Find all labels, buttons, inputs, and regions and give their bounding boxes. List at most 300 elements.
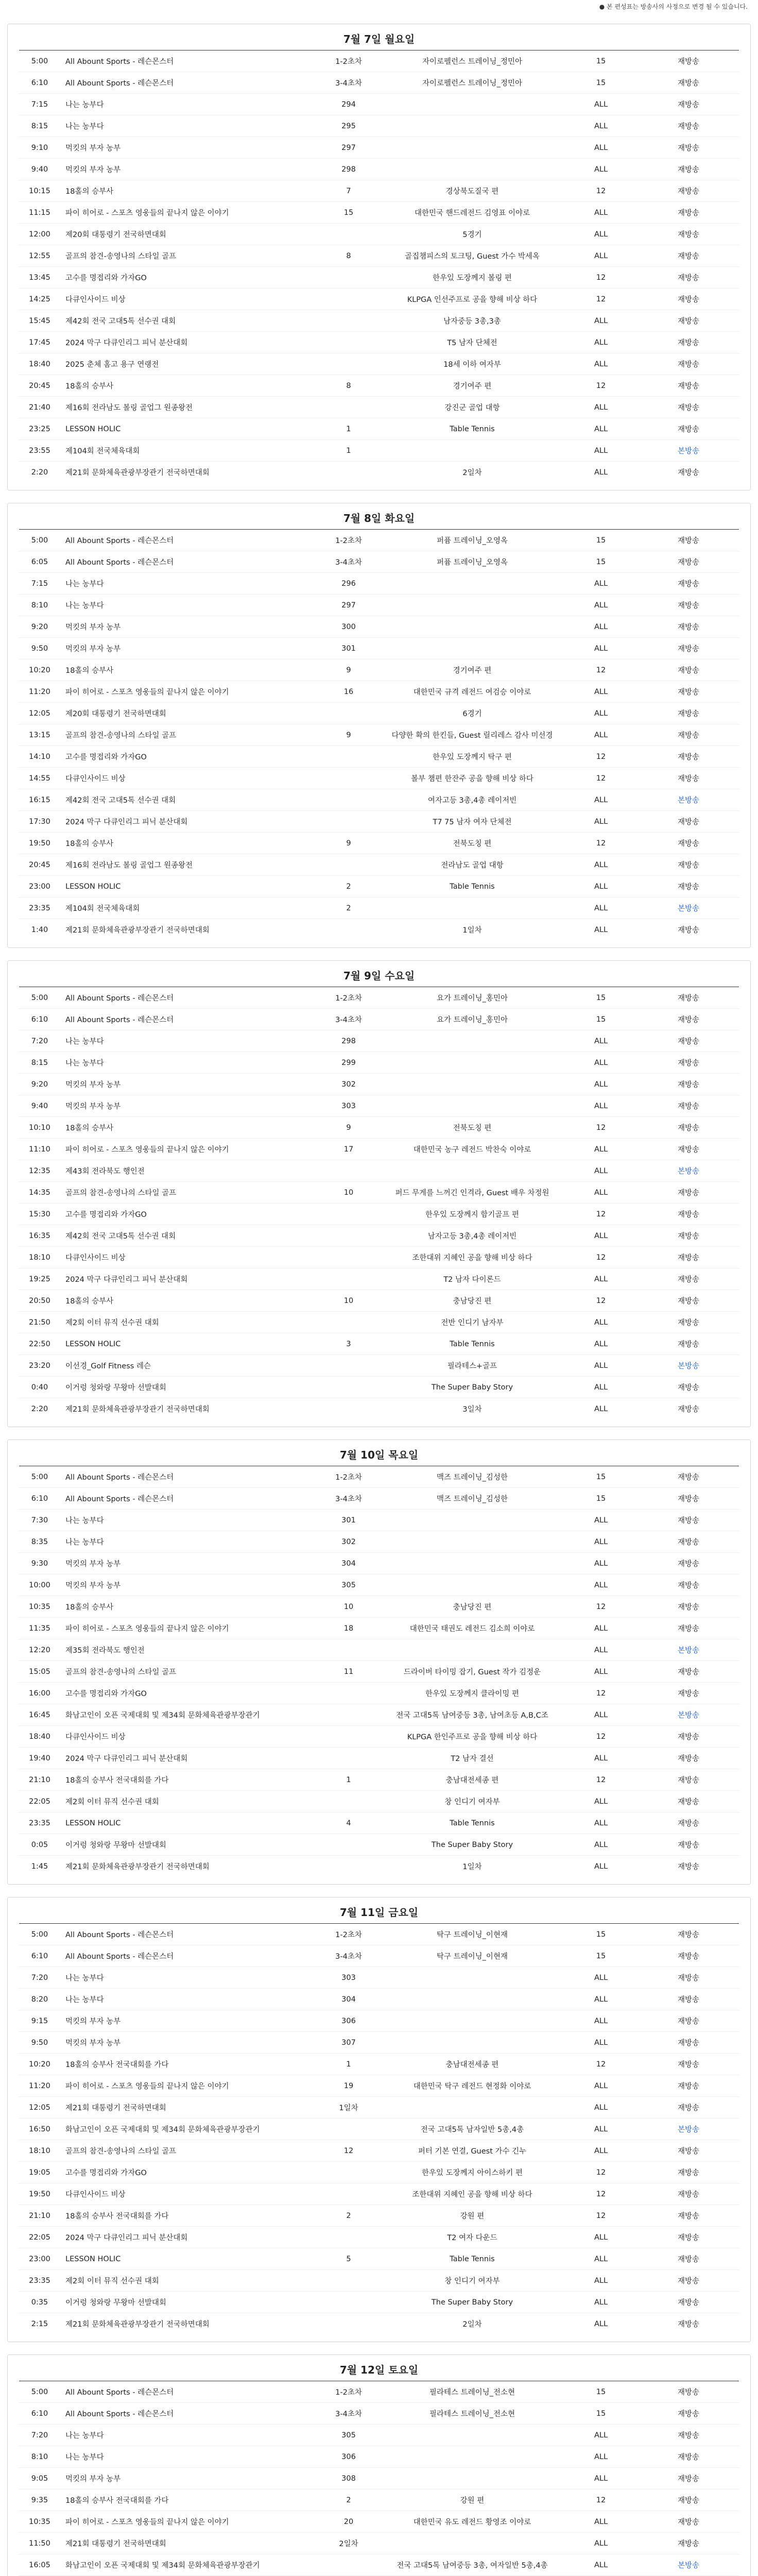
schedule-row — [19, 2381, 739, 2403]
program-rating: ALL — [594, 925, 608, 934]
program-subtitle: 경상북도질국 편 — [445, 188, 499, 196]
program-time: 7:20 — [31, 2431, 48, 2439]
schedule-row — [19, 789, 739, 811]
program-rating: ALL — [594, 2125, 608, 2133]
program-time: 21:50 — [29, 1318, 50, 1327]
program-subtitle: 대한민국 탁구 레전드 현정화 이야로 — [413, 2082, 531, 2091]
program-title: 18홀의 승부사 — [65, 840, 114, 848]
program-subtitle: 탁구 트레이닝_이현재 — [437, 1953, 508, 1961]
program-subtitle: 자이로펠런스 트레이닝_정민아 — [422, 79, 522, 88]
program-rating: ALL — [594, 1166, 608, 1175]
program-rating: ALL — [594, 1145, 608, 1154]
program-status: 재방송 — [677, 2475, 700, 2483]
program-title: LESSON HOLIC — [65, 425, 121, 433]
program-episode: 3-4초차 — [335, 1016, 362, 1024]
program-title: LESSON HOLIC — [65, 2255, 121, 2263]
program-status: 재방송 — [677, 753, 700, 761]
program-time: 23:25 — [29, 425, 50, 433]
program-time: 12:05 — [29, 2103, 50, 2112]
program-subtitle: 맥즈 트레이닝_김성한 — [437, 1473, 508, 1482]
program-subtitle: 18세 이하 여자부 — [443, 361, 501, 369]
program-rating: 12 — [596, 1602, 606, 1611]
program-title: 제42회 전국 고대5톡 선수권 대회 — [65, 796, 176, 805]
schedule-row — [19, 202, 739, 224]
program-rating: 15 — [596, 1472, 606, 1481]
schedule-row — [19, 746, 739, 768]
program-title: 나는 농부다 — [65, 1996, 104, 2004]
program-status: 재방송 — [677, 101, 700, 109]
program-episode: 297 — [341, 601, 356, 609]
program-status: 재방송 — [677, 645, 700, 653]
program-status: 재방송 — [677, 775, 700, 783]
program-rating: ALL — [594, 2038, 608, 2047]
program-status: 재방송 — [677, 1733, 700, 1741]
program-episode: 3-4초차 — [335, 1495, 362, 1503]
program-time: 23:35 — [29, 904, 50, 912]
program-subtitle: 전국 고대5톡 남여중등 3총, 여자일반 5총,4총 — [397, 2562, 548, 2570]
program-rating: ALL — [594, 1101, 608, 1110]
program-rating: ALL — [594, 208, 608, 217]
program-title: 골프의 참견-송영나의 스타일 골프 — [65, 1668, 177, 1676]
program-rating: ALL — [594, 1361, 608, 1370]
program-title: 18홀의 승부사 — [65, 1297, 114, 1306]
program-episode: 1일차 — [339, 2104, 358, 2112]
program-subtitle: 2일차 — [462, 469, 482, 477]
program-time: 6:10 — [31, 1952, 48, 1960]
program-rating: 12 — [596, 295, 606, 303]
program-status: 재방송 — [677, 1668, 700, 1676]
schedule-row — [19, 2119, 739, 2140]
program-episode: 10 — [343, 1602, 354, 1611]
program-rating: ALL — [594, 2255, 608, 2263]
schedule-row — [19, 1204, 739, 1225]
schedule-row — [19, 1030, 739, 1052]
program-time: 6:10 — [31, 1494, 48, 1503]
program-rating: ALL — [594, 1862, 608, 1871]
program-episode: 294 — [341, 100, 356, 109]
program-rating: 12 — [596, 2211, 606, 2220]
program-title: 파이 히어로 - 스포츠 영웅들의 끝나지 않은 이야기 — [65, 209, 229, 217]
program-time: 10:10 — [29, 1123, 50, 1132]
program-subtitle: 조한대위 지혜인 공을 향해 비상 하다 — [412, 1254, 532, 1262]
program-status: 재방송 — [677, 1776, 700, 1785]
program-status: 재방송 — [677, 1124, 700, 1132]
program-rating: ALL — [594, 1624, 608, 1633]
program-subtitle: 한우있 도장께지 볼링 편 — [433, 274, 512, 282]
program-time: 9:50 — [31, 644, 48, 653]
program-rating: 12 — [596, 187, 606, 195]
program-time: 13:45 — [29, 273, 50, 282]
program-status: 본방송 — [677, 447, 700, 455]
program-title: 2024 막구 다큐인리그 피닉 분산대회 — [65, 2234, 188, 2242]
schedule-row — [19, 724, 739, 746]
program-rating: 15 — [596, 2409, 606, 2418]
program-rating: ALL — [594, 1275, 608, 1283]
program-rating: ALL — [594, 1318, 608, 1327]
day-schedule-block — [7, 960, 751, 1427]
program-status: 재방송 — [677, 1297, 700, 1306]
program-time: 0:40 — [31, 1383, 48, 1392]
program-rating: ALL — [594, 1646, 608, 1654]
program-status: 재방송 — [677, 2018, 700, 2026]
program-subtitle: 충남당진 편 — [453, 1603, 492, 1612]
program-subtitle: 충남대전세종 편 — [445, 2061, 499, 2069]
schedule-row — [19, 2032, 739, 2054]
program-rating: ALL — [594, 2474, 608, 2483]
program-rating: ALL — [594, 165, 608, 174]
program-rating: ALL — [594, 1080, 608, 1089]
program-episode: 10 — [343, 1296, 354, 1305]
program-subtitle: 퍼드 무게를 느꺼긴 인격라, Guest 배우 차정원 — [395, 1189, 549, 1197]
schedule-row — [19, 1268, 739, 1290]
program-status: 재방송 — [677, 688, 700, 697]
program-title: 먹킷의 부자 농부 — [65, 2039, 121, 2047]
program-rating: ALL — [594, 2561, 608, 2569]
program-time: 14:35 — [29, 1188, 50, 1197]
program-title: 18홀의 승부사 — [65, 188, 114, 196]
schedule-row — [19, 1704, 739, 1726]
program-rating: ALL — [594, 1537, 608, 1546]
schedule-row — [19, 2270, 739, 2292]
program-status: 재방송 — [677, 2061, 700, 2069]
program-episode: 11 — [343, 1667, 354, 1676]
program-subtitle: 다양한 확의 한킨들, Guest 릴리레스 감사 미선경 — [391, 732, 553, 740]
program-title: 제35회 전라북도 행인전 — [65, 1647, 145, 1655]
program-status: 재방송 — [677, 537, 700, 545]
program-time: 8:35 — [31, 1537, 48, 1546]
program-time: 9:05 — [31, 2474, 48, 2483]
program-episode: 3 — [346, 1340, 351, 1348]
program-subtitle: 골집챔피스의 토크팅, Guest 가수 박세옥 — [405, 252, 540, 261]
schedule-row — [19, 353, 739, 375]
program-status: 재방송 — [677, 2299, 700, 2307]
program-episode: 2일차 — [339, 2540, 358, 2548]
schedule-row — [19, 1791, 739, 1812]
schedule-row — [19, 94, 739, 115]
schedule-row — [19, 440, 739, 462]
program-title: 화남고인이 오픈 국제대회 및 제34회 문화체육관광부장관기 — [65, 2126, 260, 2134]
program-rating: ALL — [594, 1037, 608, 1045]
program-status: 재방송 — [677, 382, 700, 391]
program-episode: 308 — [341, 2474, 356, 2483]
schedule-row — [19, 2097, 739, 2119]
program-title: 제2회 이터 뮤직 선수권 대회 — [65, 1798, 159, 1806]
program-status: 재방송 — [677, 144, 700, 152]
schedule-row — [19, 72, 739, 94]
program-status: 재방송 — [677, 623, 700, 632]
program-rating: ALL — [594, 2431, 608, 2439]
program-title: 제2회 이터 뮤직 선수권 대회 — [65, 1319, 159, 1327]
program-time: 11:20 — [29, 687, 50, 696]
program-status: 재방송 — [677, 1276, 700, 1284]
program-title: 제21회 문화체육관광부장관기 전국하면대회 — [65, 1863, 210, 1871]
schedule-row — [19, 2183, 739, 2205]
program-rating: ALL — [594, 1995, 608, 2004]
program-subtitle: T2 남자 결선 — [451, 1755, 494, 1763]
program-rating: ALL — [594, 1973, 608, 1982]
program-title: LESSON HOLIC — [65, 1340, 121, 1348]
program-time: 23:20 — [29, 1361, 50, 1370]
program-time: 22:05 — [29, 1797, 50, 1806]
schedule-row — [19, 180, 739, 202]
program-time: 11:50 — [29, 2539, 50, 2548]
program-time: 17:30 — [29, 817, 50, 826]
program-subtitle: 볼부 챔편 한잔주 공을 향해 비상 하다 — [411, 775, 533, 783]
program-title: 제21회 문화체육관광부장관기 전국하면대회 — [65, 469, 210, 477]
program-title: 2024 막구 다큐인리그 피닉 분산대회 — [65, 1276, 188, 1284]
program-title: 먹킷의 부자 농부 — [65, 2475, 121, 2483]
program-title: All Abount Sports - 레슨몬스터 — [65, 537, 174, 545]
program-episode: 3-4초차 — [335, 2410, 362, 2418]
program-title: 제21회 문화체육관광부장관기 전국하면대회 — [65, 1405, 210, 1414]
program-time: 18:40 — [29, 1732, 50, 1741]
program-subtitle: 한우있 도장께지 아이스하키 편 — [422, 2169, 523, 2177]
program-episode: 9 — [346, 1123, 351, 1132]
program-status: 재방송 — [677, 339, 700, 347]
schedule-row — [19, 1574, 739, 1596]
program-rating: 12 — [596, 2060, 606, 2069]
program-title: 먹킷의 부자 농부 — [65, 144, 121, 152]
schedule-row — [19, 1596, 739, 1618]
program-subtitle: 한우있 도장께지 함기골프 편 — [425, 1211, 519, 1219]
program-subtitle: 경기여주 편 — [453, 667, 492, 675]
program-subtitle: 전북도칭 편 — [453, 1124, 492, 1132]
program-status: 재방송 — [677, 2410, 700, 2418]
program-rating: 15 — [596, 557, 606, 566]
program-title: 고수를 명접리와 가자GO — [65, 1211, 147, 1219]
schedule-row — [19, 1247, 739, 1268]
program-status: 재방송 — [677, 1341, 700, 1349]
program-rating: ALL — [594, 338, 608, 347]
program-title: 18홀의 승부사 — [65, 1124, 114, 1132]
program-status: 재방송 — [677, 926, 700, 935]
program-title: 다큐인사이드 비상 — [65, 2191, 126, 2199]
program-status: 재방송 — [677, 732, 700, 740]
program-title: 먹킷의 부자 농부 — [65, 166, 121, 174]
program-title: 파이 히어로 - 스포츠 영웅들의 끝나지 않은 이야기 — [65, 2518, 229, 2527]
program-episode: 1 — [346, 446, 351, 455]
program-title: 나는 농부다 — [65, 1538, 104, 1547]
program-time: 13:15 — [29, 731, 50, 739]
schedule-row — [19, 1531, 739, 1553]
program-status: 재방송 — [677, 79, 700, 88]
program-episode: 8 — [346, 381, 351, 390]
program-episode: 298 — [341, 1037, 356, 1045]
program-status: 재방송 — [677, 558, 700, 567]
schedule-row — [19, 1769, 739, 1791]
program-status: 재방송 — [677, 1582, 700, 1590]
program-time: 23:35 — [29, 1819, 50, 1827]
program-episode: 8 — [346, 251, 351, 260]
program-time: 8:15 — [31, 1058, 48, 1067]
schedule-row — [19, 530, 739, 551]
program-title: 골프의 참견-송영나의 스타일 골프 — [65, 2147, 177, 2156]
program-subtitle: 대한민국 농구 레전드 박찬숙 이야로 — [413, 1146, 531, 1154]
schedule-row — [19, 375, 739, 397]
program-rating: 15 — [596, 2387, 606, 2396]
program-status: 본방송 — [677, 1711, 700, 1720]
program-time: 10:35 — [29, 1602, 50, 1611]
schedule-row — [19, 595, 739, 616]
program-episode: 296 — [341, 579, 356, 588]
program-rating: ALL — [594, 2539, 608, 2548]
program-rating: ALL — [594, 904, 608, 912]
program-status: 재방송 — [677, 1603, 700, 1612]
program-rating: 12 — [596, 1775, 606, 1784]
program-rating: 15 — [596, 78, 606, 87]
program-subtitle: 전국 고대5톡 남여중등 3총, 남여초등 A,B,C조 — [396, 1711, 548, 1720]
schedule-row — [19, 2162, 739, 2183]
program-subtitle: 대한민국 유도 레전드 황영조 이야로 — [413, 2518, 531, 2527]
program-rating: 12 — [596, 774, 606, 783]
program-subtitle: 여자고등 3총,4총 레이저빈 — [427, 796, 517, 805]
schedule-row — [19, 2489, 739, 2511]
program-episode: 1-2초차 — [335, 2388, 362, 2397]
program-title: 18홀의 승부사 전국대회를 가다 — [65, 1776, 169, 1785]
program-episode: 18 — [343, 1624, 354, 1633]
program-status: 본방송 — [677, 1167, 700, 1176]
program-status: 재방송 — [677, 667, 700, 675]
program-title: 화남고인이 오픈 국제대회 및 제34회 문화체육관광부장관기 — [65, 1711, 260, 1720]
program-time: 5:00 — [31, 1472, 48, 1481]
program-time: 9:40 — [31, 165, 48, 174]
program-title: All Abount Sports - 레슨몬스터 — [65, 1016, 174, 1024]
program-status: 재방송 — [677, 2104, 700, 2112]
program-time: 2:15 — [31, 2319, 48, 2328]
program-episode: 20 — [343, 2517, 354, 2526]
program-episode: 4 — [346, 1819, 351, 1827]
program-status: 재방송 — [677, 2540, 700, 2548]
program-title: 제21회 대통령기 전국하면대회 — [65, 2540, 166, 2548]
program-title: 이거렁 청와랑 무왕마 선발대회 — [65, 1384, 166, 1392]
program-rating: 15 — [596, 993, 606, 1002]
program-status: 재방송 — [677, 188, 700, 196]
program-title: 다큐인사이드 비상 — [65, 775, 126, 783]
program-rating: 12 — [596, 381, 606, 390]
day-schedule-block — [7, 1897, 751, 2342]
program-title: 제42회 전국 고대5톡 선수권 대회 — [65, 317, 176, 326]
schedule-row — [19, 1182, 739, 1204]
schedule-row — [19, 2248, 739, 2270]
program-title: 다큐인사이드 비상 — [65, 1254, 126, 1262]
program-status: 재방송 — [677, 274, 700, 282]
program-rating: ALL — [594, 731, 608, 739]
program-status: 재방송 — [677, 1495, 700, 1503]
program-time: 12:05 — [29, 709, 50, 718]
program-title: 제21회 문화체육관광부장관기 전국하면대회 — [65, 926, 210, 935]
program-episode: 302 — [341, 1537, 356, 1546]
program-subtitle: 창 인디기 여자부 — [444, 2277, 500, 2285]
program-subtitle: 필라테스 트레이닝_전소현 — [429, 2410, 515, 2418]
program-title: 제16회 전라남도 볼링 골업그 원종왕전 — [65, 404, 193, 412]
program-subtitle: The Super Baby Story — [431, 1383, 513, 1392]
schedule-row — [19, 2468, 739, 2489]
program-rating: ALL — [594, 2319, 608, 2328]
program-episode: 306 — [341, 2452, 356, 2461]
program-episode: 15 — [343, 208, 354, 217]
program-title: 먹킷의 부자 농부 — [65, 1081, 121, 1089]
program-title: 먹킷의 부자 농부 — [65, 645, 121, 653]
program-time: 12:35 — [29, 1166, 50, 1175]
program-title: 고수를 명접리와 가자GO — [65, 2169, 147, 2177]
schedule-row — [19, 267, 739, 289]
program-rating: 15 — [596, 57, 606, 65]
program-rating: 12 — [596, 1732, 606, 1741]
program-title: 제20회 대통령기 전국하면대회 — [65, 231, 166, 239]
program-rating: 15 — [596, 1494, 606, 1503]
schedule-row — [19, 289, 739, 310]
program-subtitle: 3일차 — [462, 1405, 482, 1414]
program-time: 7:15 — [31, 100, 48, 109]
program-title: 제104회 전국체육대회 — [65, 905, 140, 913]
program-status: 재방송 — [677, 209, 700, 217]
program-subtitle: 전북도칭 편 — [453, 840, 492, 848]
program-episode: 298 — [341, 165, 356, 174]
program-status: 재방송 — [677, 1473, 700, 1482]
program-status: 재방송 — [677, 1538, 700, 1547]
program-rating: ALL — [594, 1667, 608, 1676]
program-rating: ALL — [594, 1581, 608, 1589]
program-title: 나는 농부다 — [65, 2432, 104, 2440]
program-title: 다큐인사이드 비상 — [65, 296, 126, 304]
schedule-row — [19, 876, 739, 897]
program-title: 먹킷의 부자 농부 — [65, 1582, 121, 1590]
program-episode: 3-4초차 — [335, 1953, 362, 1961]
program-status: 재방송 — [677, 1232, 700, 1241]
schedule-row — [19, 1661, 739, 1683]
schedule-row — [19, 1312, 739, 1333]
program-title: 나는 농부다 — [65, 602, 104, 610]
program-episode: 5 — [346, 2255, 351, 2263]
schedule-row — [19, 2205, 739, 2227]
program-time: 16:50 — [29, 2125, 50, 2133]
program-rating: 15 — [596, 1015, 606, 1024]
program-title: All Abount Sports - 레슨몬스터 — [65, 2410, 174, 2418]
program-title: 골프의 참견-송영나의 스타일 골프 — [65, 732, 177, 740]
program-subtitle: 전국 고대5톡 남자일반 5총,4총 — [420, 2126, 524, 2134]
schedule-row — [19, 397, 739, 418]
program-episode: 12 — [343, 2146, 354, 2155]
program-rating: ALL — [594, 601, 608, 609]
program-rating: ALL — [594, 1559, 608, 1568]
schedule-row — [19, 1748, 739, 1769]
schedule-row — [19, 1683, 739, 1704]
program-rating: ALL — [594, 622, 608, 631]
program-status: 재방송 — [677, 2388, 700, 2397]
schedule-row — [19, 1009, 739, 1030]
program-title: 고수를 명접리와 가자GO — [65, 753, 147, 761]
program-status: 재방송 — [677, 2320, 700, 2329]
program-rating: ALL — [594, 143, 608, 152]
program-episode: 300 — [341, 622, 356, 631]
program-time: 16:35 — [29, 1231, 50, 1240]
program-title: 이거렁 청와랑 무왕마 선발대회 — [65, 2299, 166, 2307]
program-rating: ALL — [594, 360, 608, 368]
schedule-row — [19, 1095, 739, 1117]
day-title: 7월 11일 금요일 — [339, 1906, 419, 1919]
day-title: 7월 8일 화요일 — [343, 512, 415, 524]
program-subtitle: 퍼퓸 트레이닝_오영옥 — [437, 537, 508, 545]
program-subtitle: 전반 인디기 남자부 — [441, 1319, 504, 1327]
program-status: 본방송 — [677, 1362, 700, 1370]
program-time: 8:10 — [31, 601, 48, 609]
program-time: 23:00 — [29, 882, 50, 891]
program-title: 먹킷의 부자 농부 — [65, 623, 121, 632]
schedule-row — [19, 1139, 739, 1160]
program-title: 18홀의 승부사 전국대회를 가다 — [65, 2497, 169, 2505]
program-status: 재방송 — [677, 2147, 700, 2156]
program-episode: 1-2초차 — [335, 994, 362, 1003]
